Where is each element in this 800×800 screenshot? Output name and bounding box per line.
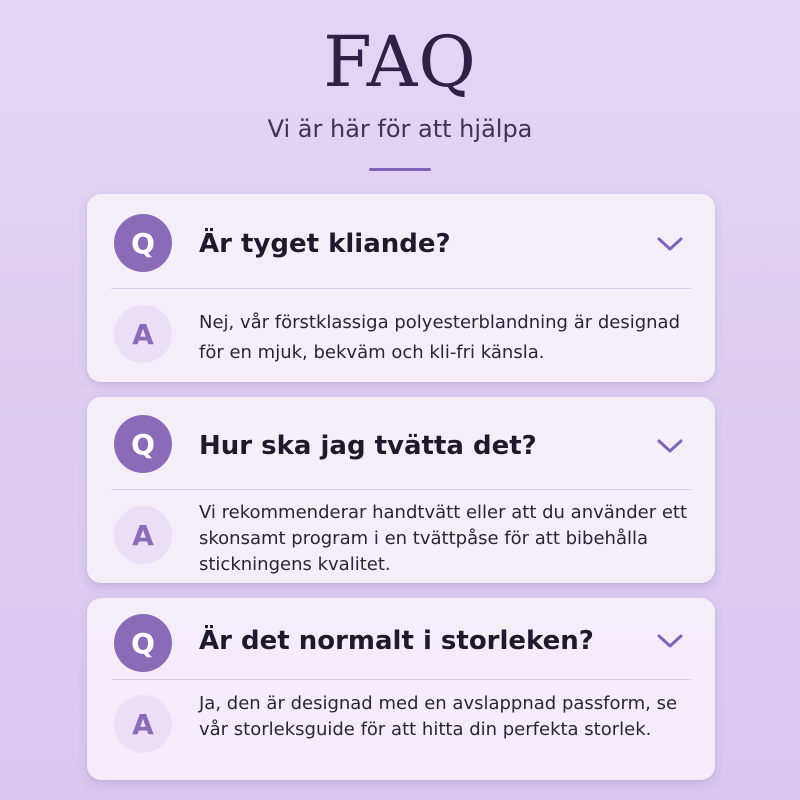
faq-separator <box>111 489 691 490</box>
faq-item <box>87 598 715 780</box>
page-subtitle: Vi är här för att hjälpa <box>267 115 533 143</box>
faq-separator <box>111 288 691 289</box>
faq-question[interactable]: Är tyget kliande? <box>199 229 451 259</box>
question-badge: Q <box>114 415 172 473</box>
question-badge: Q <box>114 614 172 672</box>
question-badge: Q <box>114 214 172 272</box>
faq-answer: Nej, vår förstklassiga polyesterblandning är designad för en mjuk, bekväm och kli-fri känsla. <box>199 312 681 363</box>
answer-badge: A <box>114 305 172 363</box>
answer-badge: A <box>114 695 172 753</box>
chevron-down-icon[interactable] <box>657 633 683 649</box>
faq-answer: Vi rekommenderar handtvätt eller att du använder ett skonsamt program i en tvättpåse för att bibehålla stickningens kvalitet. <box>199 502 688 575</box>
answer-badge: A <box>114 506 172 564</box>
page-title: FAQ <box>323 21 477 103</box>
faq-question[interactable]: Hur ska jag tvätta det? <box>199 431 537 461</box>
chevron-down-icon[interactable] <box>657 236 683 252</box>
faq-question[interactable]: Är det normalt i storleken? <box>199 626 594 656</box>
chevron-down-icon[interactable] <box>657 438 683 454</box>
faq-item <box>87 397 715 583</box>
faq-answer: Ja, den är designad med en avslappnad passform, se vår storleksguide för att hitta din perfekta storlek. <box>199 693 678 740</box>
faq-item <box>87 194 715 382</box>
faq-separator <box>111 679 691 680</box>
title-divider <box>369 168 431 171</box>
